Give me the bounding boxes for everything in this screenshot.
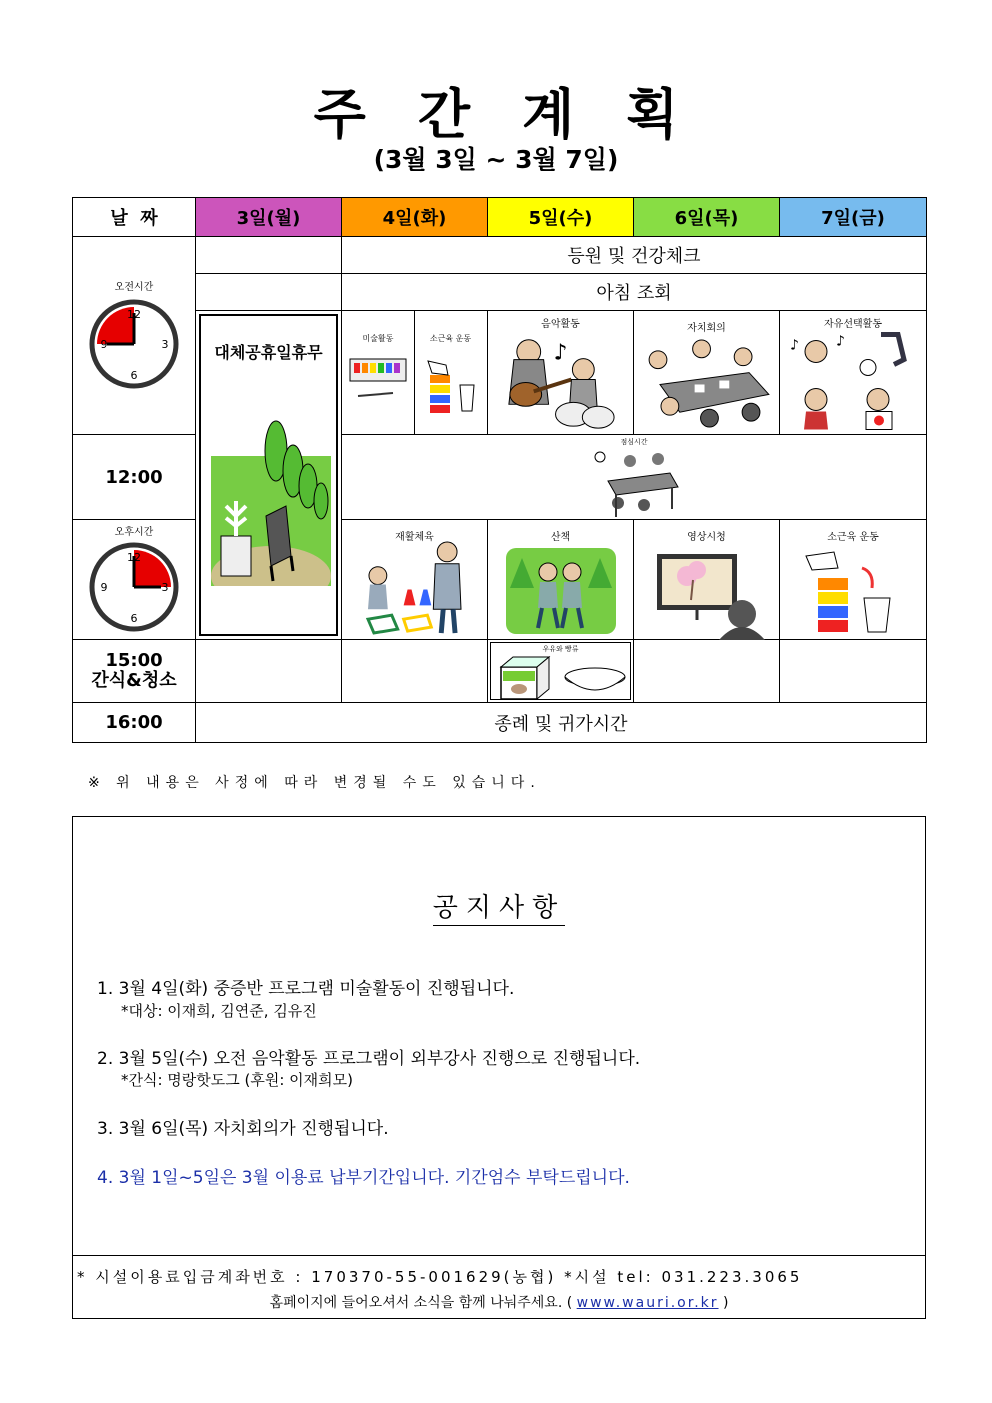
svg-text:3: 3 [161, 337, 169, 351]
homepage-link[interactable]: www.wauri.or.kr [576, 1295, 719, 1311]
svg-text:♪: ♪ [836, 333, 845, 350]
day-thu: 6일(목) [634, 198, 780, 237]
snack-label: 간식&청소 [91, 670, 177, 691]
morning-activities-row [73, 311, 927, 435]
holiday-cell [196, 311, 342, 640]
noon-time: 12:00 [73, 435, 196, 520]
lunch-table-icon [594, 447, 684, 517]
video-label: 영상시청 [687, 532, 726, 543]
notice-box [72, 816, 926, 1319]
wed-afternoon-cell [488, 520, 634, 640]
mon-arrival-empty [196, 237, 342, 274]
art-activity-label: 미술활동 [362, 334, 394, 343]
end-row [73, 703, 927, 743]
notice-item-4: 4. 3월 1일~5일은 3월 이용료 납부기간입니다. 기간엄수 부탁드립니다. [97, 1168, 630, 1188]
svg-text:9: 9 [100, 337, 108, 351]
homepage-close: ) [722, 1295, 729, 1311]
snack-item-label: 우유와 빵류 [542, 645, 579, 653]
afternoon-cell [73, 520, 196, 640]
video-watching-icon [647, 548, 767, 640]
holiday-label: 대체공휴일휴무 [214, 343, 323, 362]
svg-text:3: 3 [161, 580, 169, 594]
rehab-exercise-icon [348, 540, 481, 635]
end-time: 16:00 [73, 703, 196, 743]
day-fri: 7일(금) [780, 198, 927, 237]
weekly-plan-table [72, 197, 927, 743]
rehab-pe-label: 재활체육 [395, 532, 434, 543]
notice-title [73, 887, 925, 924]
page-subtitle: (3월 3일 ~ 3월 7일) [373, 145, 619, 174]
header-row [73, 198, 927, 237]
homepage-text: 홈페이지에 들어오셔서 소식을 함께 나눠주세요. ( [269, 1295, 573, 1311]
snack-time-cell [73, 640, 196, 703]
assembly-cell: 아침 조회 [342, 274, 927, 311]
meeting-icon [640, 335, 773, 430]
snack-time: 15:00 [105, 650, 163, 671]
fri-afternoon-cell [780, 520, 927, 640]
notice-item-2: 2. 3월 5일(수) 오전 음악활동 프로그램이 외부강사 진행으로 진행됩니다. [97, 1049, 641, 1069]
lunch-label: 점심시간 [620, 438, 648, 446]
tue-snack-empty [342, 640, 488, 703]
day-mon: 3일(월) [196, 198, 342, 237]
music-activity-label: 음악활동 [541, 319, 580, 330]
thu-afternoon-cell [634, 520, 780, 640]
mon-snack-empty [196, 640, 342, 703]
fri-snack-empty [780, 640, 927, 703]
notice-title-text: 공지사항 [433, 893, 565, 926]
arrival-cell: 등원 및 건강체크 [342, 237, 927, 274]
account-info: * 시설이용료입금계좌번호 : 170370-55-001629(농협) *시설 tel: 031.223.3065 [77, 1268, 803, 1286]
cup-stacking-icon-2 [802, 548, 902, 638]
assembly-row [73, 274, 927, 311]
fine-motor-activity-1 [414, 311, 487, 434]
svg-text:♪: ♪ [790, 337, 799, 354]
free-choice-label: 자유선택활동 [824, 319, 882, 330]
clock-9-12-icon [89, 299, 179, 389]
notice-footer [73, 1255, 925, 1319]
walk-label: 산책 [550, 532, 571, 543]
tue-afternoon-cell [342, 520, 488, 640]
morning-label: 오전시간 [114, 281, 154, 293]
wed-snack-cell [488, 640, 634, 703]
morning-cell [73, 237, 196, 435]
mon-assembly-empty [196, 274, 342, 311]
svg-text:12: 12 [127, 550, 141, 564]
art-activity [342, 311, 415, 434]
svg-text:♪: ♪ [553, 340, 568, 366]
notice-item-2-sub: *간식: 명랑핫도그 (후원: 이재희모) [121, 1071, 353, 1089]
homepage-line [73, 1292, 925, 1312]
change-note: ※ 위 내용은 사정에 따라 변경될 수도 있습니다. [88, 775, 541, 791]
svg-text:6: 6 [130, 368, 138, 382]
arrival-row [73, 237, 927, 274]
fri-morning-cell [780, 311, 927, 435]
paint-palette-icon [348, 351, 408, 411]
thu-snack-empty [634, 640, 780, 703]
svg-text:9: 9 [100, 580, 108, 594]
notice-item-1: 1. 3월 4일(화) 중증반 프로그램 미술활동이 진행됩니다. [97, 979, 515, 999]
walk-icon [506, 548, 616, 634]
milk-bread-icon [497, 655, 627, 699]
council-activity-label: 자치회의 [687, 323, 726, 334]
lunch-cell [342, 435, 927, 520]
svg-text:12: 12 [127, 307, 141, 321]
notice-item-1-sub: *대상: 이재희, 김연준, 김유진 [121, 1002, 317, 1020]
fine-motor-label-1: 소근육 운동 [429, 334, 472, 343]
clock-12-3-icon [89, 542, 179, 632]
cup-stacking-icon [420, 355, 480, 419]
music-band-icon [494, 329, 627, 430]
free-activities-icon [786, 329, 920, 430]
date-header: 날 짜 [73, 198, 196, 237]
end-cell: 종례 및 귀가시간 [196, 703, 927, 743]
tue-morning-cell [342, 311, 488, 435]
svg-text:6: 6 [130, 611, 138, 625]
thu-morning-cell [634, 311, 780, 435]
fine-motor-label-2: 소근육 운동 [827, 532, 879, 543]
afternoon-label: 오후시간 [114, 526, 154, 538]
wed-morning-cell [488, 311, 634, 435]
page-title: 주간계획 [313, 83, 731, 146]
notice-item-3: 3. 3월 6일(목) 자치회의가 진행됩니다. [97, 1119, 389, 1139]
park-icon [211, 416, 331, 586]
snack-row [73, 640, 927, 703]
day-tue: 4일(화) [342, 198, 488, 237]
day-wed: 5일(수) [488, 198, 634, 237]
